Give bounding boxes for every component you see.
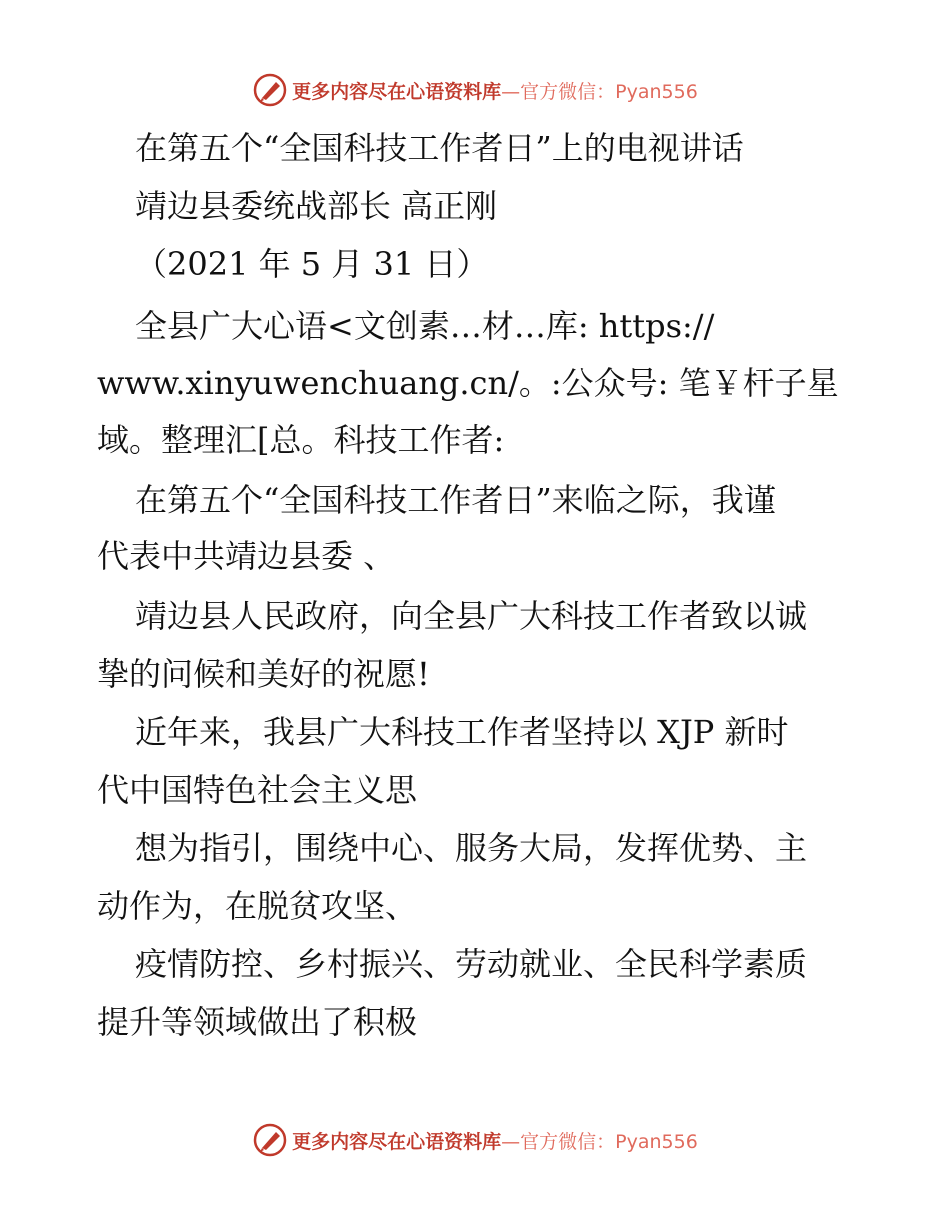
- footer-banner-title: 更多内容尽在心语资料库: [292, 1130, 502, 1153]
- paragraph-line: 代表中共靖边县委 、: [97, 537, 396, 575]
- paragraph-line: 挚的问候和美好的祝愿!: [97, 655, 430, 693]
- paragraph-line: 域。整理汇[总。科技工作者:: [97, 421, 505, 459]
- paragraph-line: www.xinyuwenchuang.cn/。:公众号: 笔￥杆子星: [97, 364, 839, 402]
- pen-logo-icon: [252, 1122, 288, 1158]
- paragraph-line: 全县广大心语<文创素…材…库: https://: [135, 307, 715, 345]
- paragraph-line: 在第五个“全国科技工作者日”来临之际，我谨: [135, 481, 776, 519]
- paragraph-line: 近年来，我县广大科技工作者坚持以 XJP 新时: [135, 713, 789, 751]
- document-date: （2021 年 5 月 31 日）: [135, 245, 489, 283]
- paragraph-line: 想为指引，围绕中心、服务大局，发挥优势、主: [135, 829, 808, 867]
- paragraph-line: 疫情防控、乡村振兴、劳动就业、全民科学素质: [135, 945, 808, 983]
- paragraph-line: 靖边县人民政府，向全县广大科技工作者致以诚: [135, 597, 808, 635]
- document-title: 在第五个“全国科技工作者日”上的电视讲话: [135, 129, 744, 167]
- header-banner-contact: —官方微信：Pyan556: [501, 80, 698, 103]
- paragraph-line: 动作为，在脱贫攻坚、: [97, 887, 418, 925]
- paragraph-line: 代中国特色社会主义思: [97, 771, 418, 809]
- header-banner-title: 更多内容尽在心语资料库: [292, 80, 502, 103]
- footer-watermark-banner: [0, 1120, 950, 1160]
- paragraph-line: 提升等领域做出了积极: [97, 1003, 418, 1041]
- document-author: 靖边县委统战部长 高正刚: [135, 187, 498, 225]
- footer-banner-contact: —官方微信：Pyan556: [501, 1130, 698, 1153]
